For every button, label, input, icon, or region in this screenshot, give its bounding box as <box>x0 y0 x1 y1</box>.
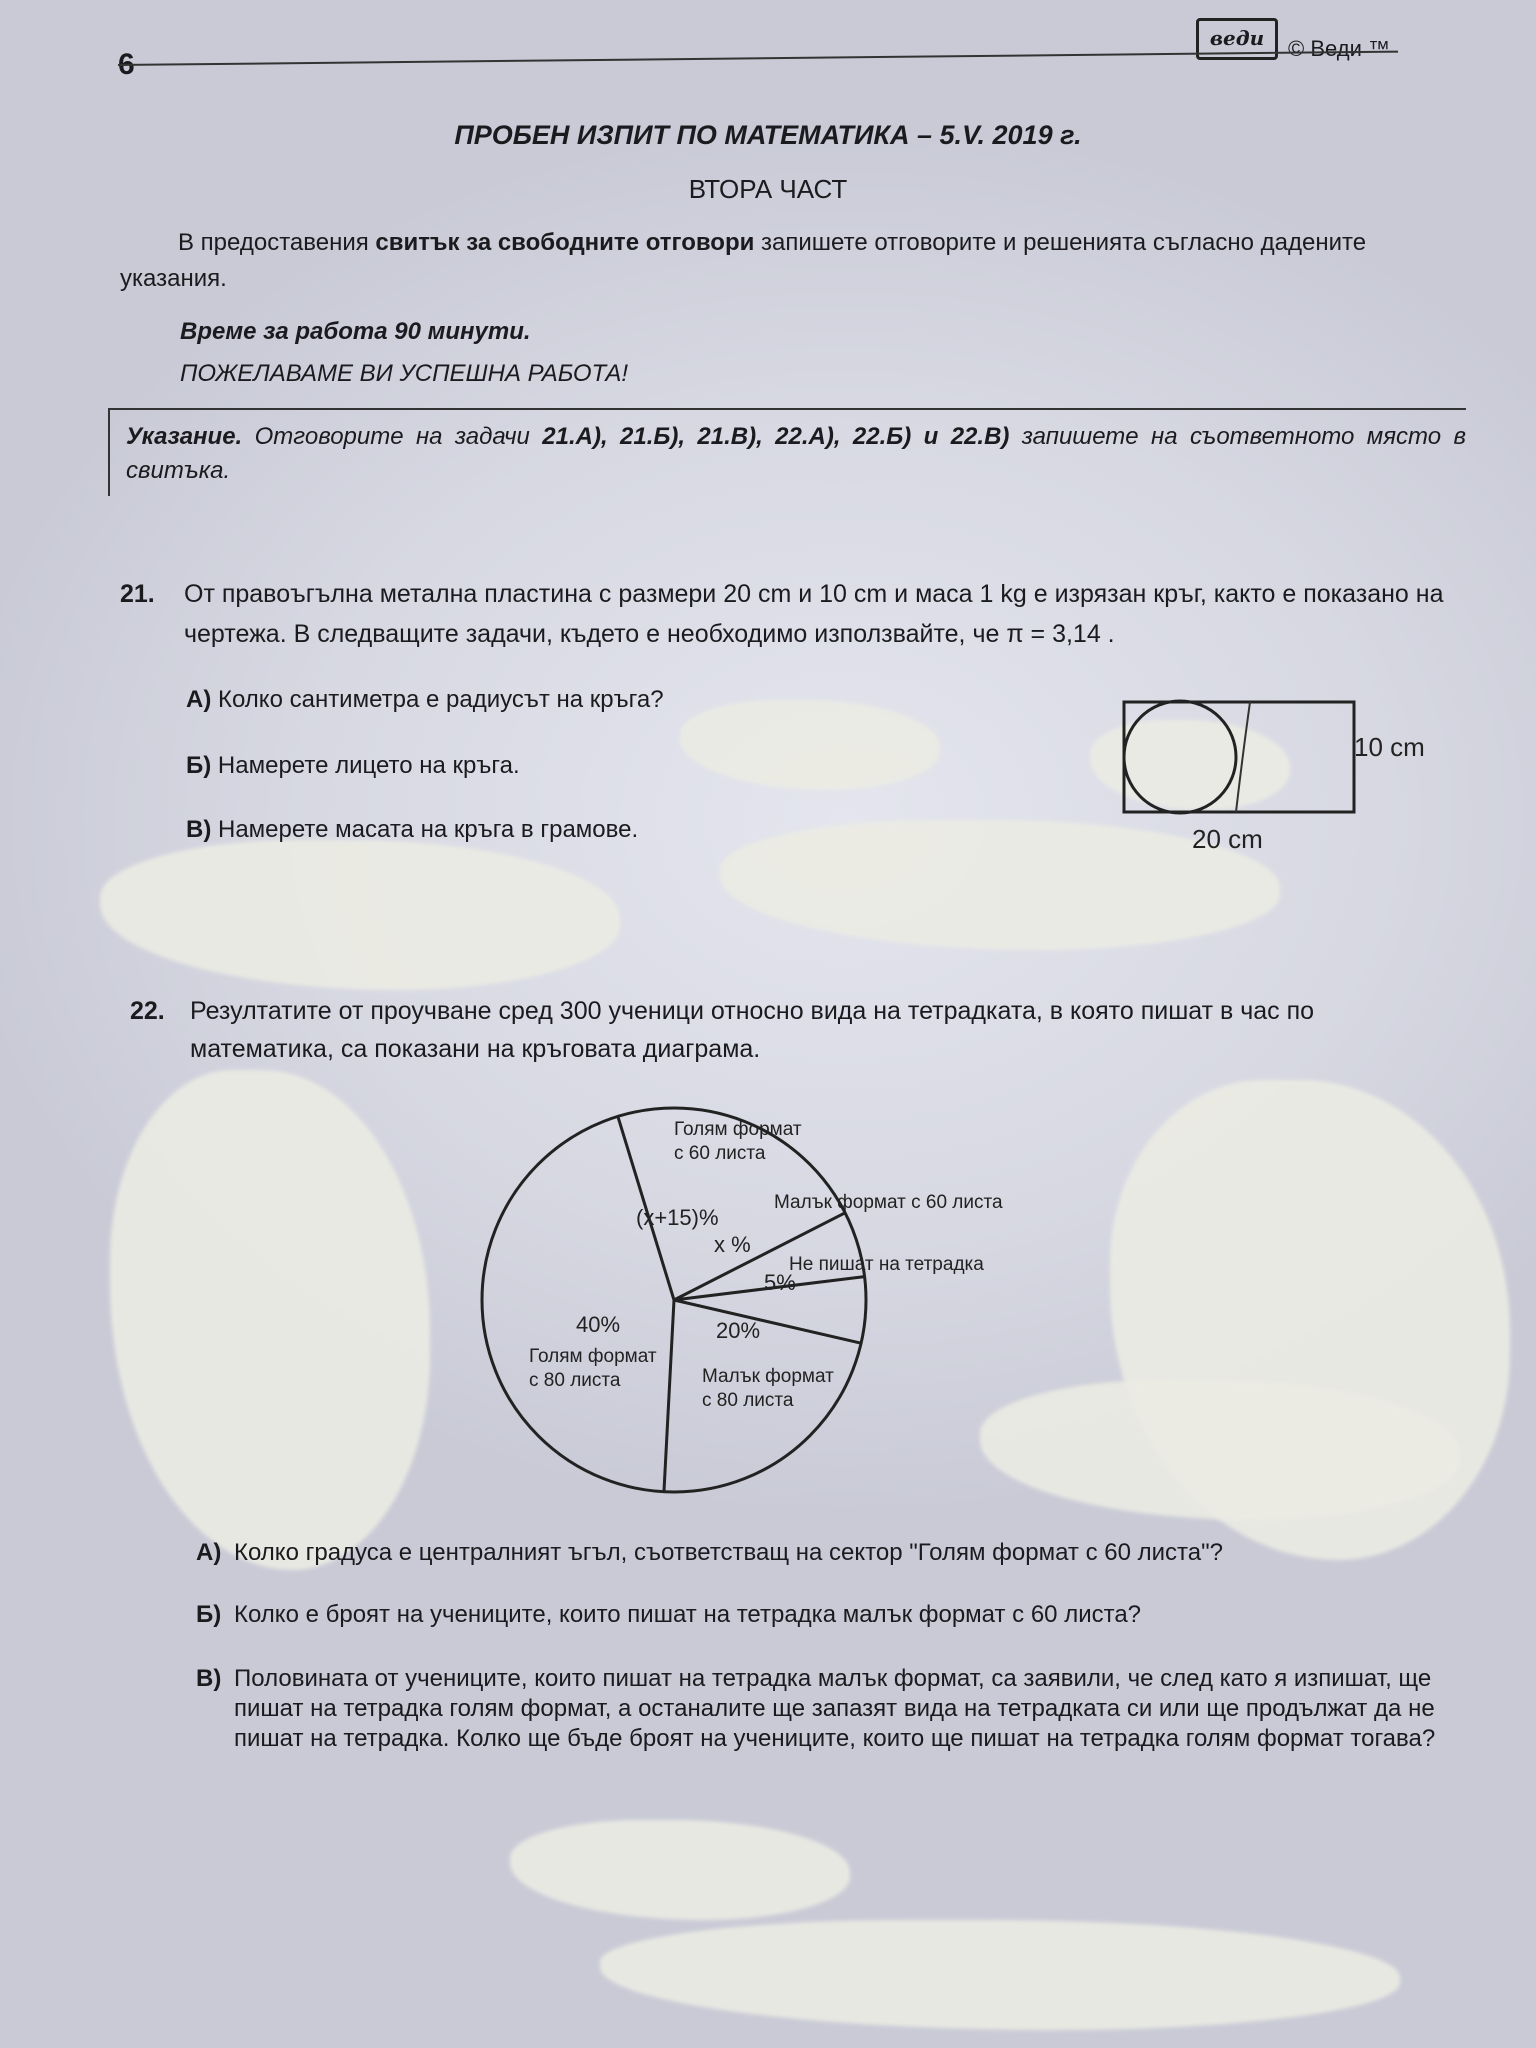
instruction-text-before: Отговорите на задачи <box>242 423 543 450</box>
pie-slice-name: Малък формат <box>702 1366 834 1387</box>
exam-part-title: ВТОРА ЧАСТ <box>688 174 848 204</box>
question-text: От правоъгълна метална пластина с размери 20 cm и 10 cm и маса 1 kg е изрязан кръг, както е показано на чертежа. В следващите задачи, където е необходимо използвайте, че π = 3,14 . <box>184 580 1444 648</box>
subquestion-text: Намерете лицето на кръга. <box>217 752 520 779</box>
instruction-tasks: 21.А), 21.Б), 21.В), 22.А), 22.Б) <box>542 423 912 450</box>
instruction-text-after: запишете на съответното място в свитъка. <box>126 423 1467 484</box>
time-note: Време за работа 90 минути. <box>180 318 531 345</box>
subquestion-label: В) <box>186 816 212 843</box>
pie-slice-name: Голям формат <box>529 1346 657 1367</box>
pie-slice-value: 40% <box>576 1312 621 1337</box>
intro-paragraph <box>120 225 1450 297</box>
q21-subquestion-b <box>186 752 520 780</box>
correction-blob <box>600 1920 1400 2030</box>
pie-slice-name-line2: с 80 листа <box>702 1390 794 1411</box>
subquestion-text: Колко е броят на учениците, които пишат на тетрадка малък формат с 60 листа? <box>234 1601 1142 1628</box>
height-label: 10 cm <box>1354 732 1425 762</box>
pie-slice-boundary <box>664 1300 674 1492</box>
correction-blob <box>110 1070 430 1570</box>
subquestion-text: Колко градуса е централният ъгъл, съответстващ на сектор "Голям формат с 60 листа"? <box>234 1539 1223 1566</box>
pie-slice-name-line2: с 60 листа <box>674 1143 766 1164</box>
pie-slice-name-line2: с 80 листа <box>529 1370 621 1391</box>
subquestion-label: Б) <box>186 752 212 779</box>
q22-subquestion-b <box>196 1600 1436 1630</box>
question-number: 22. <box>130 997 165 1025</box>
subquestion-label: А) <box>186 686 212 713</box>
subquestion-label: Б) <box>196 1601 222 1628</box>
page-number: 6 <box>118 48 135 81</box>
q21-subquestion-c <box>186 816 638 844</box>
subquestion-label: А) <box>196 1539 222 1566</box>
pie-slice-name: Голям формат <box>674 1119 802 1140</box>
pie-chart <box>440 1100 1120 1510</box>
pie-slice-name: Малък формат с 60 листа <box>774 1192 1003 1213</box>
pie-slice-name: Не пишат на тетрадка <box>789 1254 984 1275</box>
intro-before: В предоставения <box>178 229 376 256</box>
q21-subquestion-a <box>186 686 664 714</box>
pencil-mark <box>1236 702 1250 812</box>
subquestion-text: Намерете масата на кръга в грамове. <box>218 816 639 843</box>
instruction-label: Указание. <box>126 423 243 450</box>
pie-slice-value: 5% <box>764 1270 796 1295</box>
plate-rectangle <box>1124 702 1354 812</box>
correction-blob <box>680 700 940 790</box>
q22-subquestion-c <box>196 1664 1436 1754</box>
instruction-box <box>108 408 1466 496</box>
pie-slice-value: 20% <box>716 1318 761 1343</box>
publisher-logo: веди <box>1196 18 1278 60</box>
exam-title: ПРОБЕН ИЗПИТ ПО МАТЕМАТИКА – 5.V. 2019 г. <box>454 120 1082 150</box>
question-number: 21. <box>120 580 155 608</box>
question-text: Резултатите от проучване сред 300 ученици относно вида на тетрадката, в която пишат в час по математика, са показани на кръговата диаграма. <box>190 997 1315 1063</box>
instruction-conj: и <box>911 423 951 450</box>
subquestion-label: В) <box>196 1665 222 1692</box>
pie-slice-boundary <box>674 1300 861 1343</box>
subquestion-text: Половината от учениците, които пишат на тетрадка малък формат, са заявили, че след като я изпишат, ще пишат на тетрадка голям формат, а останалите ще запазят вида на тетрадката си или ще продължат да не пишат на тетрадка. Колко ще бъде броят на учениците, които ще пишат на тетрадка голям формат тогава? <box>234 1665 1436 1752</box>
subquestion-text: Колко сантиметра е радиусът на кръга? <box>218 686 664 713</box>
intro-after: запишете отговорите и решенията съгласно дадените указания. <box>120 229 1367 292</box>
pie-slice-value: x % <box>714 1232 751 1257</box>
copyright-text: © Веди ™ <box>1288 36 1390 61</box>
pie-slice-value: (x+15)% <box>636 1205 719 1230</box>
correction-blob <box>510 1820 850 1920</box>
plate-diagram <box>1110 690 1470 860</box>
intro-bold: свитък за свободните отговори <box>375 229 755 256</box>
q22-subquestion-a <box>196 1538 1436 1568</box>
cut-circle <box>1124 701 1236 813</box>
wish-note: ПОЖЕЛАВАМЕ ВИ УСПЕШНА РАБОТА! <box>180 360 629 387</box>
question-22 <box>130 992 1460 1068</box>
correction-blob <box>100 840 620 990</box>
width-label: 20 cm <box>1192 824 1263 854</box>
question-21 <box>120 574 1450 654</box>
instruction-last-task: 22.В) <box>950 423 1010 450</box>
